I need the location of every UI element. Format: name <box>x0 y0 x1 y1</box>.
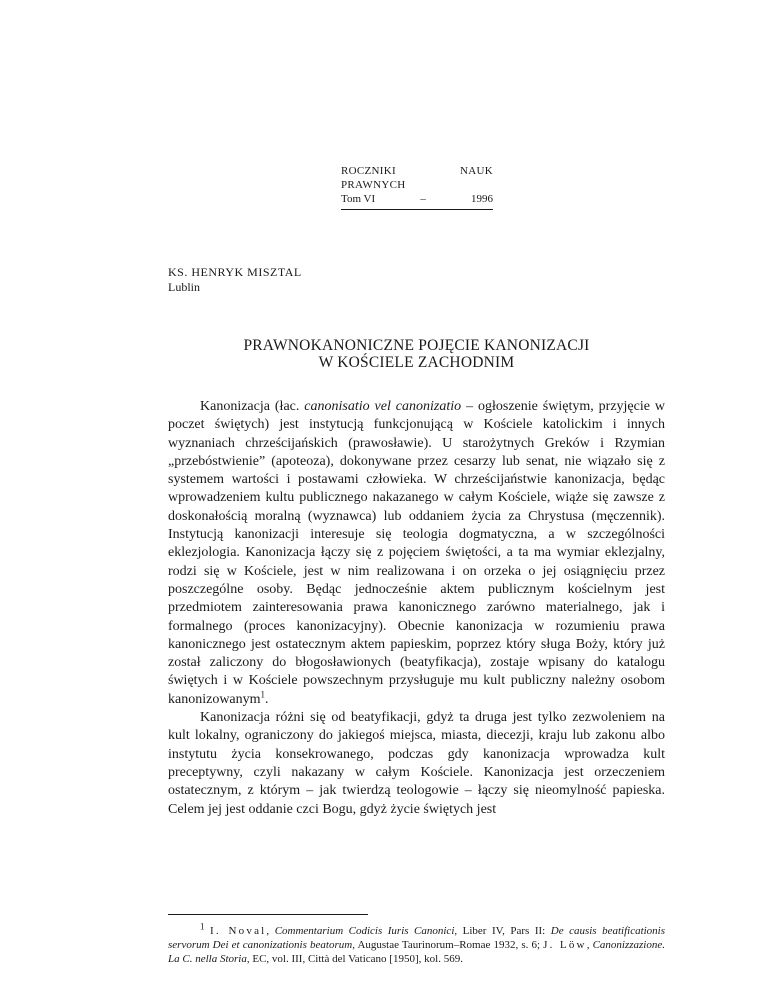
volume-line <box>341 192 493 206</box>
header-rule <box>341 209 493 210</box>
footnote-work-3: Canonizzazione. La C. nella Storia <box>168 939 665 965</box>
p1-text-a: Kanonizacja (łac. <box>200 399 305 414</box>
volume-label: Tom VI <box>341 193 376 205</box>
article-title <box>168 337 665 371</box>
paragraph-1 <box>168 398 665 709</box>
p1-text-c: . <box>265 691 269 707</box>
fn-text-4: , <box>586 939 593 951</box>
fn-text-1: , <box>266 925 275 937</box>
footnote-work-1: Commentarium Codicis Iuris Canonici <box>274 925 455 937</box>
title-line-1: PRAWNOKANONICZNE POJĘCIE KANONIZACJI <box>243 337 590 354</box>
journal-title: ROCZNIKI NAUK PRAWNYCH <box>341 165 493 191</box>
title-line-2: W KOŚCIELE ZACHODNIM <box>318 354 515 371</box>
author-block <box>168 265 302 295</box>
footnote-number: 1 <box>200 921 205 932</box>
p1-latin-term: canonisatio vel canonizatio <box>304 399 462 414</box>
fn-text-3: , Augustae Taurinorum–Romae 1932, s. 6; <box>352 939 544 951</box>
volume-dash: – <box>420 193 426 205</box>
article-body <box>168 398 665 819</box>
fn-text-5: , EC, vol. III, Città del Vaticano [1950], kol. 569. <box>246 953 463 965</box>
journal-header <box>341 164 493 210</box>
footnote-rule <box>168 914 368 915</box>
author-place: Lublin <box>168 280 200 294</box>
footnote-author-1: I. Noval <box>210 925 267 937</box>
p1-text-b: – ogłoszenie świętym, przyjęcie w poczet świętych) jest instytucją funkcjonującą w Kościele katolickim i innych wyznaniach chrześcijańskich (prawosławie). U starożytnych Greków i Rzymian „przebóstwienie” (apoteoza), dokonywane przez cesarzy lub senat, nie wiązało się z systemem wartości i postawami człowieka. W chrześcijaństwie kanonizacja, będąc wprowadzeniem kultu publicznego nakazanego w całym Kościele, wiąże się zawsze z doskonałością moralną (wyznawca) lub oddaniem życia za Chrystusa (męczennik). Instytucją kanonizacji interesuje się teologia dogmatyczna, a w szczególności eklezjologia. Kanonizacja łączy się z pojęciem świętości, a ta ma wymiar eklezjalny, rodzi się w Kościele, jest w nim realizowana i on orzeka o jej osiągnięciu przez poszczególne osoby. Będąc jednocześnie aktem publicznym kościelnym jest przedmiotem zainteresowania prawa kanonicznego zarówno materialnego, jak i formalnego (proces kanonizacyjny). Obecnie kanonizacja w rozumieniu prawa kanonicznego jest ostatecznym aktem papieskim, poprzez który sługa Boży, który już został zaliczony do błogosławionych (beatyfikacja), zostaje wpisany do katalogu świętych i w Kościele powszechnym przysługuje mu kult publiczny należny osobom kanonizowanym <box>168 399 665 707</box>
footnote-author-2: J. Löw <box>543 939 587 951</box>
paragraph-2: Kanonizacja różni się od beatyfikacji, gdyż ta druga jest tylko zezwoleniem na kult lokalny, ograniczony do jakiegoś miejsca, miasta, diecezji, kraju lub zakonu albo instytutu życia konsekrowanego, podczas gdy kanonizacja wprowadza kult preceptywny, czyli nakazany w całym Kościele. Kanonizacja jest orzeczeniem ostatecznym, z którym – jak twierdzą teologowie – łączy się nieomylność papieska. Celem jej jest oddanie czci Bogu, gdyż życie świętych jest <box>168 710 665 817</box>
footnote-reference[interactable]: 1 <box>260 689 266 700</box>
footnote-work-2: De causis beatificationis servorum Dei et canonizationis beatorum <box>168 925 666 951</box>
footnote <box>168 921 666 966</box>
author-name: KS. HENRYK MISZTAL <box>168 265 302 279</box>
volume-year: 1996 <box>470 193 493 205</box>
fn-text-2: , Liber IV, Pars II: <box>454 925 551 937</box>
